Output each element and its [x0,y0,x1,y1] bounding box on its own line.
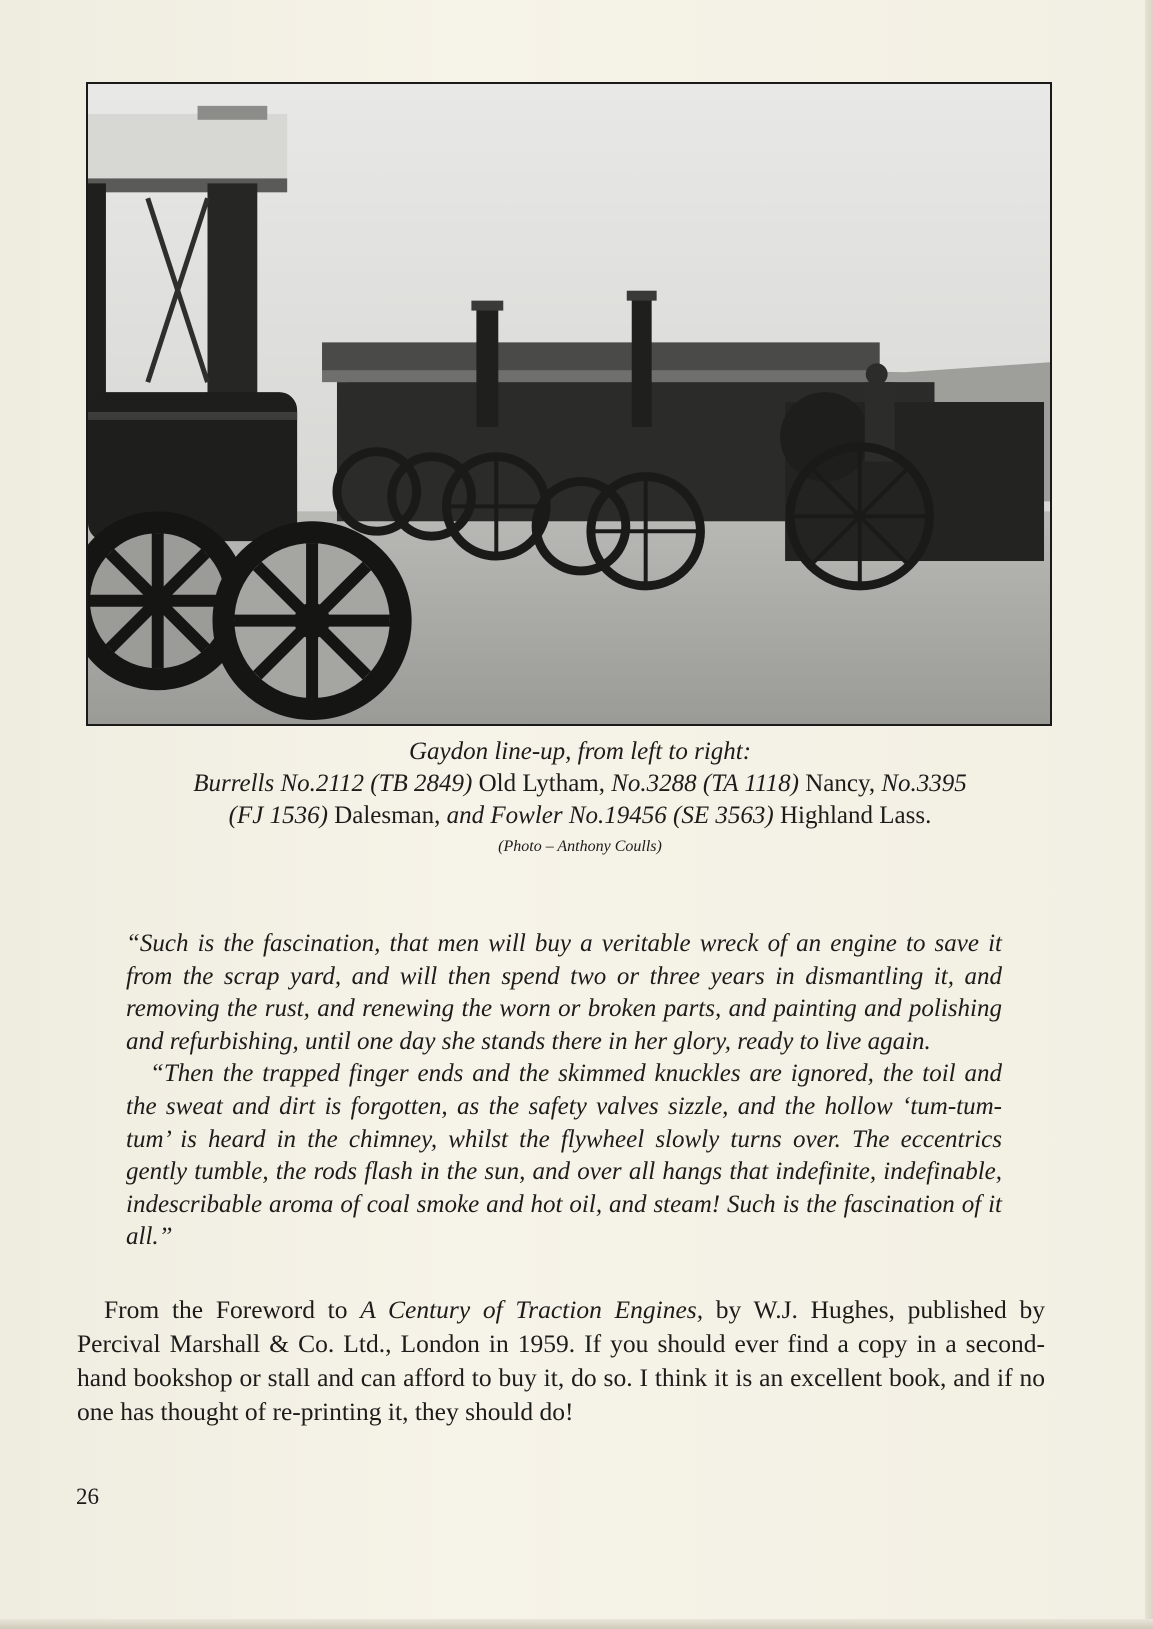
caption-burrells-2112: Burrells No.2112 (TB 2849) [193,770,473,797]
photo-illustration [88,84,1050,724]
source-prefix: From the Foreword to [104,1295,361,1324]
caption-old-lytham: Old Lytham, [472,770,612,797]
traction-engine-photo [86,82,1052,726]
page-edge [1145,0,1153,1629]
caption-highland-lass: Highland Lass. [773,802,932,829]
page-number: 26 [76,1484,99,1509]
photo-credit: (Photo – Anthony Coulls) [498,838,662,855]
quote-paragraph-2: “Then the trapped finger ends and the skimmed knuckles are ignored, the toil and the sweat and dirt is forgotten, as the safety valves sizzle, and the hollow ‘tum-tum-tum’ is heard in the chimney, whilst the flywheel slowly turns over. The eccentrics gently tumble, the rods flash in the sun, and over all hangs that indefinite, indefinable, indescribable aroma of coal smoke and hot oil, and steam! Such is the fascination of it all.” [126,1060,1002,1251]
caption-fj-1536: (FJ 1536) [228,802,328,829]
source-rest: by W.J. Hughes, published by Percival Marshall & Co. Ltd., London in 1959. If you should ever find a copy in a second-hand bookshop or stall and can afford to buy it, do so. I think it is an excellent book, and if no one has thought of re-printing it, they should do! [77,1295,1045,1426]
caption-line-1: Gaydon line-up, from left to right: [408,738,752,765]
quote-paragraph-1: “Such is the fascination, that men will buy a veritable wreck of an engine to save it from the scrap yard, and will then spend two or three years in dismantling it, and removing the rust, and renewing the worn or broken parts, and painting and polishing and refurbishing, until one day she stands there in her glory, ready to live again. [126,930,1002,1055]
caption-dalesman: Dalesman, [327,802,447,829]
caption-line-3 [60,800,1100,832]
quote-source-paragraph [77,1293,1045,1429]
caption-line-2 [60,768,1100,800]
foreword-quote [126,928,1002,1254]
photo-caption [60,736,1100,832]
caption-no-3395: No.3395 [881,770,967,797]
book-title: A Century of Traction Engines, [360,1295,704,1324]
caption-no-3288: No.3288 (TA 1118) [611,770,799,797]
page-bottom-edge [0,1619,1153,1629]
caption-fowler-19456: and Fowler No.19456 (SE 3563) [446,802,774,829]
caption-nancy: Nancy, [798,770,882,797]
source-text [77,1293,1045,1429]
